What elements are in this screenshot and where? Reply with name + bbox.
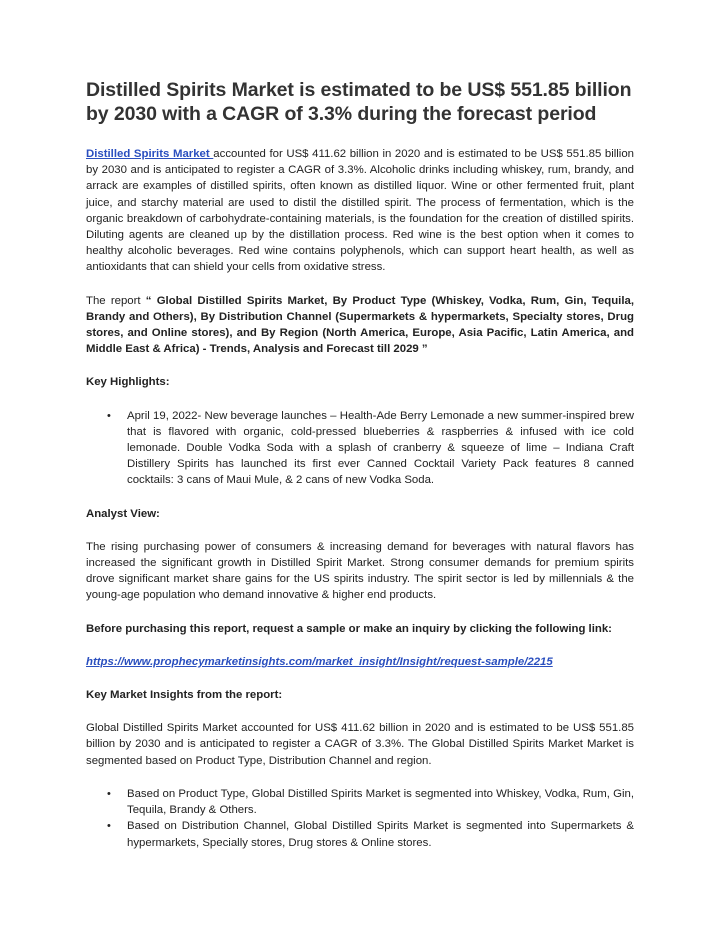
report-title: “ Global Distilled Spirits Market, By Product Type (Whiskey, Vodka, Rum, Gin, Tequila, Brandy and Others), By Distribution Channel (Supermarkets & hypermarkets, Specialty stores, Drug stores, and Online stores), and By Region (North America, Europe, Asia Pacific, Latin America, and Middle East & Africa) - Trends, Analysis and Forecast till 2029 ” [86, 294, 634, 356]
list-item-text: Based on Distribution Channel, Global Distilled Spirits Market is segmented into Supermarkets & hypermarkets, Specially stores, Drug stores & Online stores. [127, 820, 634, 849]
report-paragraph [86, 293, 634, 358]
list-item-text: April 19, 2022- New beverage launches – Health-Ade Berry Lemonade a new summer-inspired brew that is flavored with organic, cold-pressed blueberries & raspberries & infused with ice cold lemonade. Double Vodka Soda with a splash of cranberry & squeeze of lime – Indiana Craft Distillery Spirits has launched its first ever Canned Cocktail Variety Pack features 8 canned cocktails: 3 cans of Maui Mule, & 2 cans of new Vodka Soda. [127, 409, 634, 487]
insights-heading: Key Market Insights from the report: [86, 689, 283, 702]
cta-text: Before purchasing this report, request a sample or make an inquiry by clicking the following link: [86, 622, 612, 635]
key-highlights-heading: Key Highlights: [86, 376, 170, 389]
report-prefix: The report [86, 294, 146, 307]
list-item [107, 786, 634, 818]
list-item-text: Based on Product Type, Global Distilled Spirits Market is segmented into Whiskey, Vodka, Rum, Gin, Tequila, Brandy & Others. [127, 787, 634, 817]
cta-link-paragraph [86, 654, 634, 670]
page-title: Distilled Spirits Market is estimated to be US$ 551.85 billion by 2030 with a CAGR of 3.3% during the forecast period [86, 79, 632, 125]
bullet-icon: • [107, 409, 111, 422]
list-item [107, 408, 634, 489]
insights-text: Global Distilled Spirits Market accounted for US$ 411.62 billion in 2020 and is estimated to be US$ 551.85 billion by 2030 and is anticipated to register a CAGR of 3.3%. The Global Distilled Spirits Market Market is segmented based on Product Type, Distribution Channel and region. [86, 722, 634, 767]
key-highlights-list [86, 408, 634, 489]
intro-text: accounted for US$ 411.62 billion in 2020 and is estimated to be US$ 551.85 billion by 2030 and is anticipated to register a CAGR of 3.3%. Alcoholic drinks including whiskey, rum, brandy, and arrack are examples of distilled spirits, often known as distilled liquor. Wine or other fermented fruit, plant juice, and starchy material are used to distil the distilled spirit. The process of fermentation, which is the organic breakdown of carbohydrate-containing materials, is the foundation for the creation of distilled spirits. Diluting agents are cleaned up by the distillation process. Red wine is the best option when it comes to healthy alcoholic beverages. Red wine contains polyphenols, which can support heart health, as well as antioxidants that can shield your cells from oxidative stress. [86, 148, 635, 274]
bullet-icon: • [107, 787, 111, 800]
sample-request-link[interactable]: https://www.prophecymarketinsights.com/market_insight/Insight/request-sample/2215 [86, 655, 553, 668]
intro-paragraph [86, 146, 634, 276]
bullet-icon: • [107, 820, 111, 833]
list-item [107, 818, 634, 850]
analyst-view-heading: Analyst View: [86, 507, 160, 520]
analyst-view-text: The rising purchasing power of consumers & increasing demand for beverages with natural flavors has increased the significant growth in Distilled Spirit Market. Strong consumer demands for premium spirits drove significant market share gains for the US spirits industry. The spirit sector is led by millennials & the young-age population who demand innovative & higher end products. [86, 540, 634, 602]
insights-list [86, 786, 634, 851]
market-link[interactable]: Distilled Spirits Market [86, 148, 214, 160]
